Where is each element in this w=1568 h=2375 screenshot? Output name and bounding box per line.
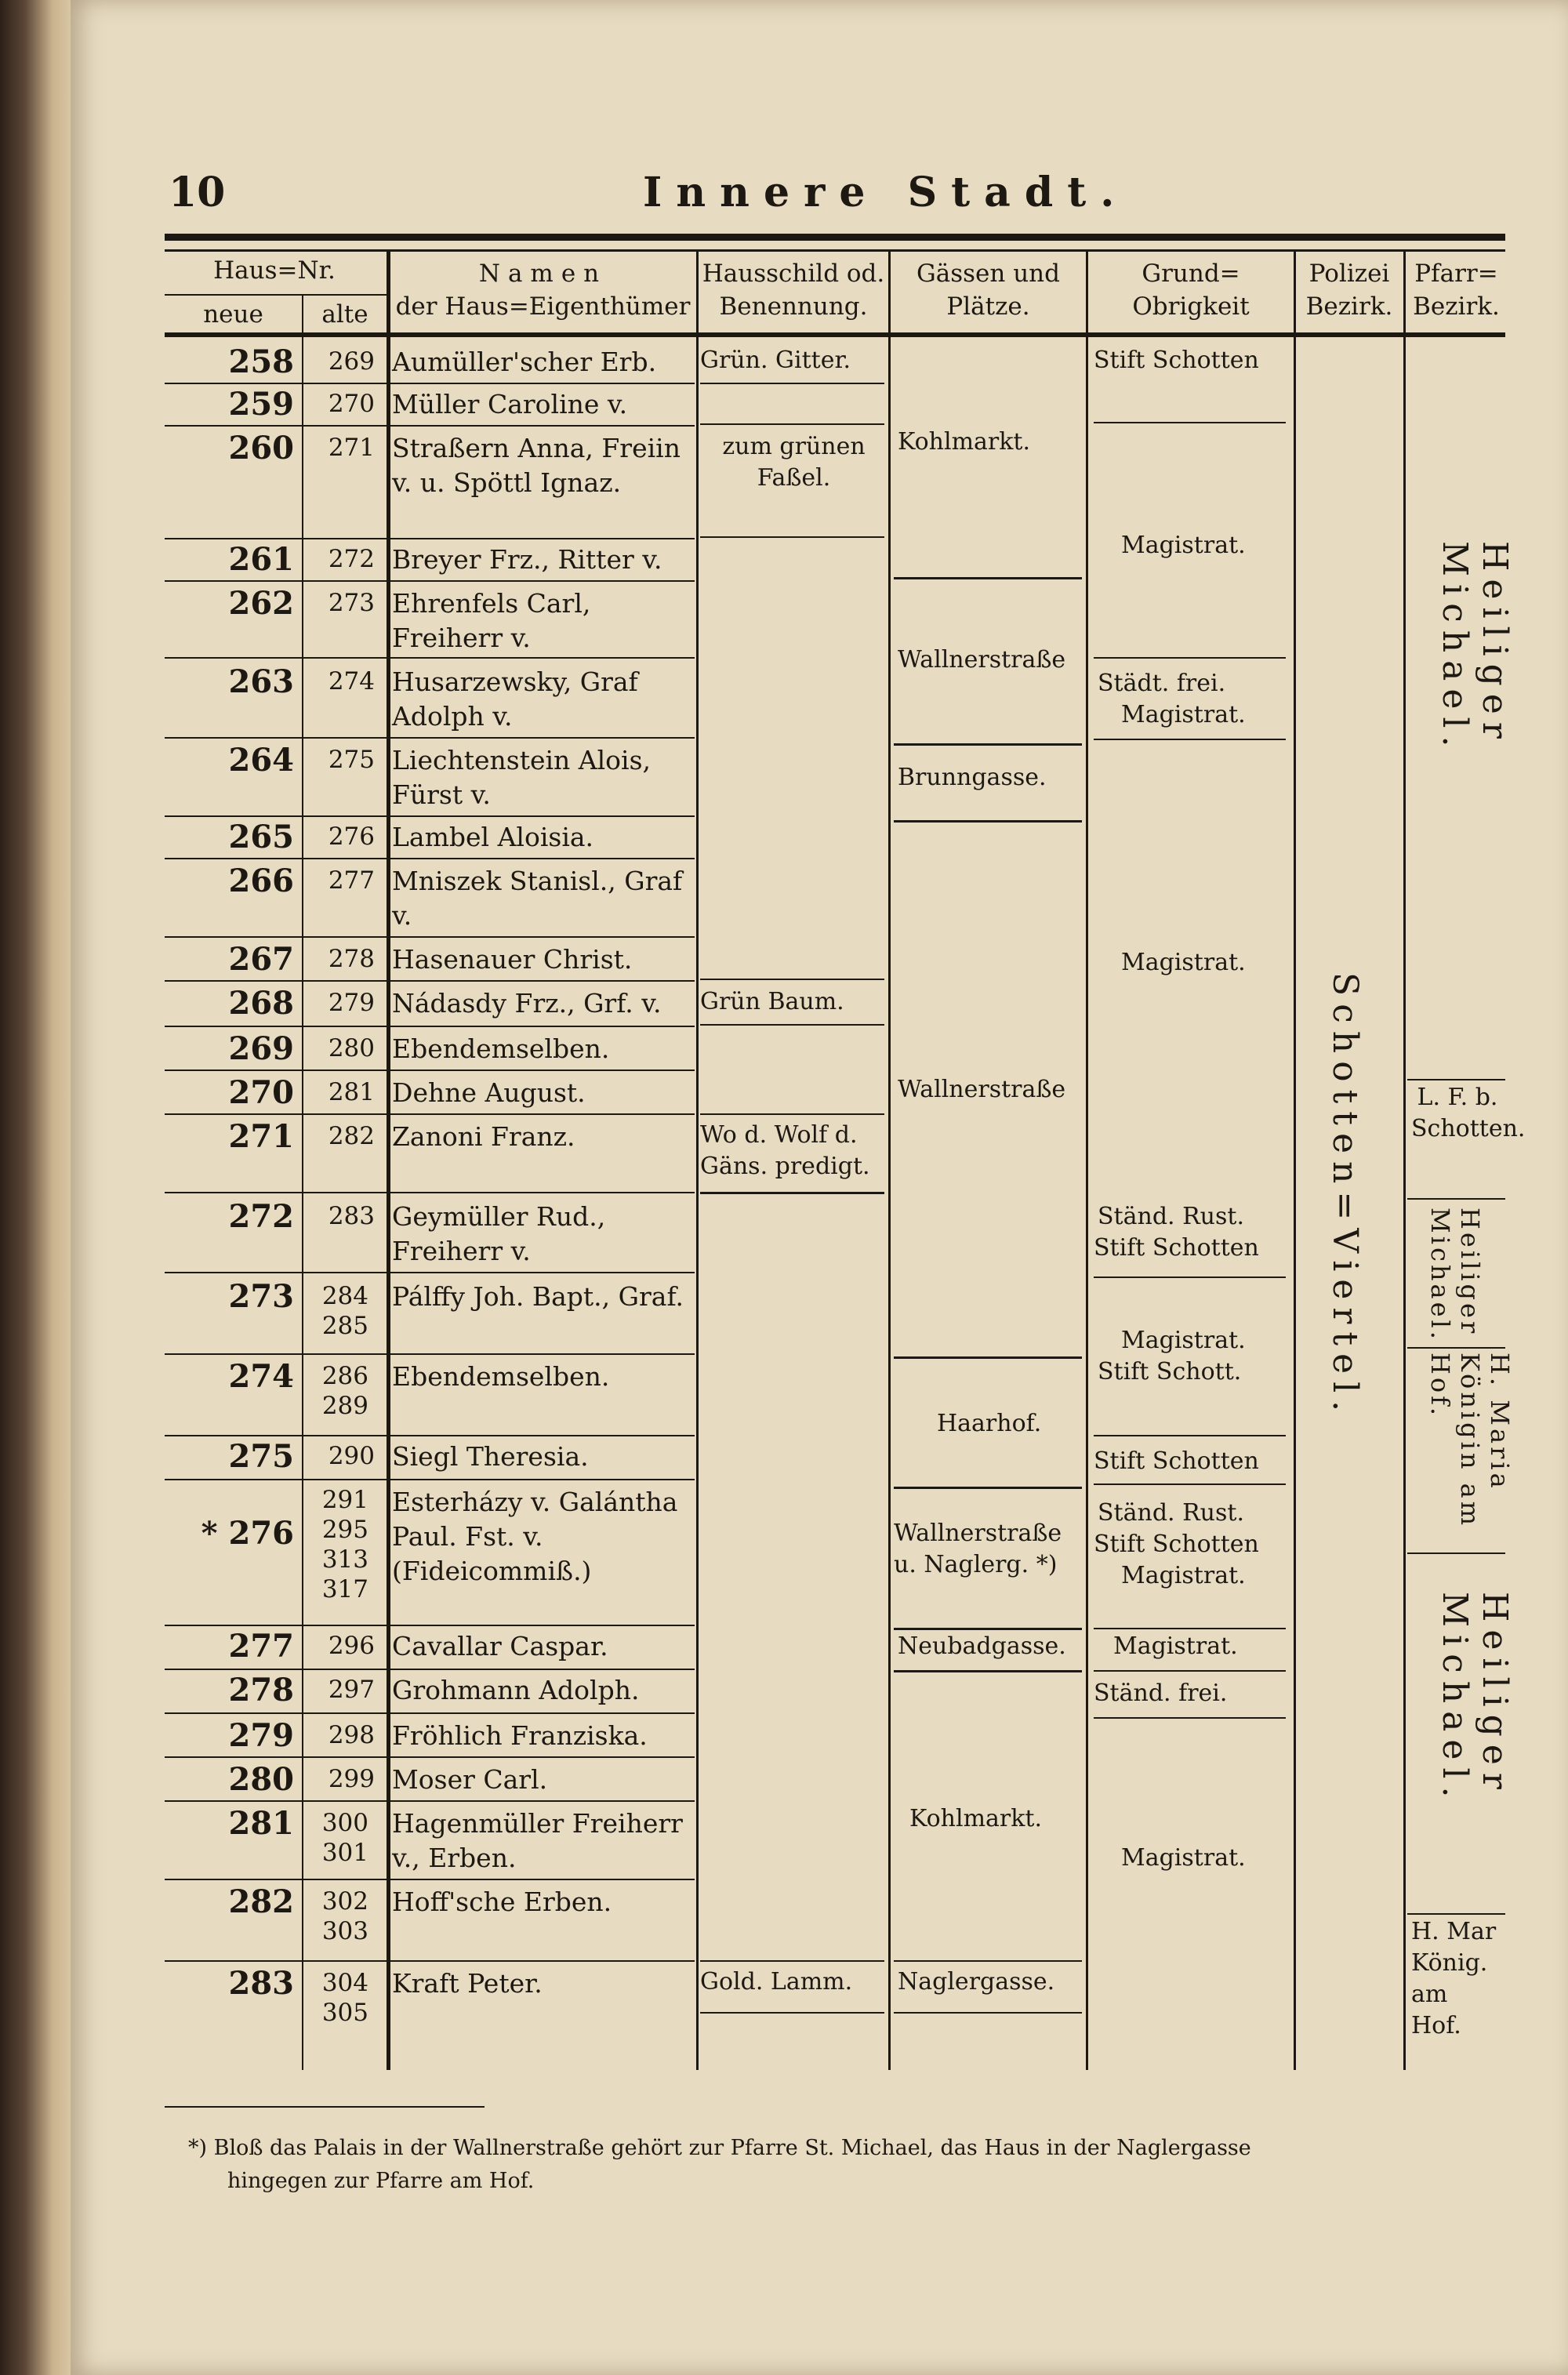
row-name: Kraft Peter. xyxy=(392,1968,543,1999)
col-rule-polizei xyxy=(1403,249,1406,2070)
row-alte: 286 289 xyxy=(321,1362,368,1420)
top-rule-thin xyxy=(165,249,1505,252)
row-alte: 304 305 xyxy=(321,1969,368,2027)
row-neue: 283 xyxy=(228,1965,294,2002)
header-pfarr-2: Bezirk. xyxy=(1413,292,1500,321)
gassen-entry: Wallnerstraße xyxy=(898,646,1066,674)
row-alte: 283 xyxy=(328,1202,375,1230)
row-alte: 277 xyxy=(328,866,375,895)
row-rule xyxy=(165,657,695,659)
row-name: Zanoni Franz. xyxy=(392,1121,575,1152)
grund-rule xyxy=(1094,1483,1286,1485)
pfarr-rule xyxy=(1407,1347,1505,1349)
row-neue: 266 xyxy=(228,862,294,899)
row-name: Ebendemselben. xyxy=(392,1033,610,1064)
row-alte: 278 xyxy=(328,945,375,973)
pfarr-entry: Heiliger Michael. xyxy=(1425,1207,1485,1342)
grund-entry: Stift Schotten xyxy=(1094,1531,1259,1558)
row-neue: 270 xyxy=(228,1074,294,1111)
grund-entry: Ständ. Rust. xyxy=(1098,1203,1244,1230)
row-name: Dehne August. xyxy=(392,1077,586,1108)
row-rule xyxy=(165,1625,695,1626)
row-rule xyxy=(165,1669,695,1670)
row-neue: 275 xyxy=(228,1438,294,1475)
row-neue: 259 xyxy=(228,386,294,423)
grund-entry: Magistrat. xyxy=(1121,701,1246,728)
gassen-rule xyxy=(894,1487,1082,1489)
row-name: Liechtenstein Alois, Fürst v. xyxy=(392,745,652,810)
row-rule xyxy=(165,1960,695,1962)
page-title: Innere Stadt. xyxy=(643,169,1129,216)
row-name: Nádasdy Frz., Grf. v. xyxy=(392,988,662,1019)
footnote-line-1: *) Bloß das Palais in der Wallnerstraße gehört zur Pfarre St. Michael, das Haus in der Naglergasse xyxy=(188,2136,1251,2160)
grund-entry: Magistrat. xyxy=(1121,1844,1246,1872)
schild-entry: Gold. Lamm. xyxy=(700,1968,853,1996)
row-rule xyxy=(165,1800,695,1802)
row-neue: 272 xyxy=(228,1198,294,1235)
gassen-rule xyxy=(894,820,1082,823)
header-alte: alte xyxy=(321,300,368,329)
grund-entry: Magistrat. xyxy=(1121,1562,1246,1589)
header-polizei-2: Bezirk. xyxy=(1305,292,1393,321)
schild-rule xyxy=(700,1113,884,1115)
row-neue: 265 xyxy=(228,819,294,855)
grund-rule xyxy=(1094,1670,1286,1672)
pfarr-entry: H. Maria Königin am Hof. xyxy=(1425,1353,1515,1529)
row-name: Ebendemselben. xyxy=(392,1361,610,1392)
gassen-rule xyxy=(894,1356,1082,1359)
row-neue: 267 xyxy=(228,941,294,978)
footnote-rule xyxy=(165,2106,485,2108)
book-spine xyxy=(0,0,71,2375)
row-neue: 268 xyxy=(228,985,294,1022)
pfarr-entry: H. Mar König. am Hof. xyxy=(1411,1918,1497,2039)
header-neue: neue xyxy=(203,300,263,329)
schild-entry: zum grünen Faßel. xyxy=(722,433,866,492)
grund-entry: Ständ. Rust. xyxy=(1098,1499,1244,1527)
row-rule xyxy=(165,425,695,427)
grund-rule xyxy=(1094,1276,1286,1278)
row-name: Grohmann Adolph. xyxy=(392,1675,640,1705)
pfarr-rule xyxy=(1407,1079,1505,1080)
schild-entry: Grün Baum. xyxy=(700,988,844,1015)
gassen-entry: Kohlmarkt. xyxy=(909,1805,1043,1832)
row-alte: 272 xyxy=(328,545,375,573)
grund-entry: Städt. frei. xyxy=(1098,670,1226,697)
gassen-entry: Wallnerstraße xyxy=(898,1076,1066,1103)
gassen-entry: Haarhof. xyxy=(937,1410,1042,1437)
gassen-entry: Kohlmarkt. xyxy=(898,428,1031,456)
row-rule xyxy=(165,815,695,817)
gassen-rule xyxy=(894,1670,1082,1672)
row-name: Siegl Theresia. xyxy=(392,1441,589,1472)
row-rule xyxy=(165,1879,695,1880)
pfarr-rule xyxy=(1407,1913,1505,1915)
pfarr-entry: L. F. b. Schotten. xyxy=(1411,1084,1526,1142)
row-alte: 281 xyxy=(328,1078,375,1106)
schild-rule xyxy=(700,2012,884,2014)
row-neue: 273 xyxy=(228,1278,294,1315)
grund-rule xyxy=(1094,739,1286,740)
row-alte: 271 xyxy=(328,434,375,462)
row-rule xyxy=(165,1026,695,1027)
gassen-entry: Brunngasse. xyxy=(898,764,1047,791)
row-rule xyxy=(165,1069,695,1071)
row-rule xyxy=(165,1192,695,1193)
grund-rule xyxy=(1094,1435,1286,1436)
row-neue: 278 xyxy=(228,1672,294,1709)
page-number: 10 xyxy=(169,169,226,216)
header-namen-1: Namen xyxy=(478,260,608,288)
row-neue: 261 xyxy=(228,541,294,578)
col-rule-namen xyxy=(696,249,699,2070)
row-neue: 282 xyxy=(228,1883,294,1920)
row-name: Husarzewsky, Graf Adolph v. xyxy=(392,666,638,732)
schild-rule xyxy=(700,383,884,384)
row-name: Esterházy v. Galántha Paul. Fst. v. (Fideicommiß.) xyxy=(392,1487,678,1586)
grund-entry: Magistrat. xyxy=(1121,532,1246,559)
col-rule-grund xyxy=(1294,249,1296,2070)
row-name: Hasenauer Christ. xyxy=(392,944,633,975)
row-name: Fröhlich Franziska. xyxy=(392,1720,648,1751)
row-rule xyxy=(165,1353,695,1355)
row-name: Müller Caroline v. xyxy=(392,389,628,419)
gassen-rule xyxy=(894,743,1082,746)
gassen-rule xyxy=(894,577,1082,579)
row-name: Hagenmüller Freiherr v., Erben. xyxy=(392,1808,683,1873)
row-neue: 281 xyxy=(228,1805,294,1842)
grund-entry: Stift Schotten xyxy=(1094,1234,1259,1262)
pfarr-entry: Heiliger Michael. xyxy=(1435,1592,1515,1806)
row-rule xyxy=(165,1756,695,1758)
header-schild-1: Hausschild od. xyxy=(702,260,885,288)
row-neue: 279 xyxy=(228,1717,294,1754)
schild-rule xyxy=(700,979,884,980)
col-rule-gassen xyxy=(1086,249,1088,2070)
row-rule xyxy=(165,858,695,859)
row-alte: 270 xyxy=(328,390,375,418)
polizei-bezirk: Schotten=Viertel. xyxy=(1325,972,1365,1420)
row-alte: 299 xyxy=(328,1765,375,1793)
grund-rule xyxy=(1094,422,1286,423)
row-rule xyxy=(165,1712,695,1714)
header-grund-2: Obrigkeit xyxy=(1132,292,1250,321)
schild-rule xyxy=(700,423,884,425)
schild-rule xyxy=(700,1024,884,1026)
row-alte: 269 xyxy=(328,347,375,376)
header-namen-2: der Haus=Eigenthümer xyxy=(395,292,691,321)
row-alte: 290 xyxy=(328,1442,375,1470)
row-rule xyxy=(165,737,695,739)
header-rule xyxy=(165,332,1505,337)
row-neue: * 276 xyxy=(201,1515,294,1552)
grund-entry: Stift Schotten xyxy=(1094,1447,1259,1475)
grund-entry: Stift Schott. xyxy=(1098,1358,1242,1385)
row-name: Cavallar Caspar. xyxy=(392,1631,608,1661)
row-alte: 296 xyxy=(328,1632,375,1660)
row-name: Lambel Aloisia. xyxy=(392,822,594,852)
row-rule xyxy=(165,383,695,384)
top-rule xyxy=(165,234,1505,241)
header-grund-1: Grund= xyxy=(1142,260,1240,288)
row-alte: 275 xyxy=(328,746,375,774)
row-neue: 258 xyxy=(228,343,294,380)
row-neue: 269 xyxy=(228,1030,294,1067)
row-alte: 297 xyxy=(328,1676,375,1704)
row-neue: 274 xyxy=(228,1358,294,1395)
row-neue: 263 xyxy=(228,663,294,700)
row-rule xyxy=(165,1113,695,1115)
gassen-rule xyxy=(894,2012,1082,2014)
haus-nr-rule xyxy=(165,294,388,296)
row-rule xyxy=(165,936,695,938)
footnote-line-2: hingegen zur Pfarre am Hof. xyxy=(227,2169,535,2193)
row-name: Hoff'sche Erben. xyxy=(392,1887,612,1917)
gassen-entry: Wallnerstraße u. Naglerg. *) xyxy=(894,1520,1062,1578)
grund-entry: Stift Schotten xyxy=(1094,347,1259,374)
schild-entry: Wo d. Wolf d. Gäns. predigt. xyxy=(700,1121,870,1180)
row-rule xyxy=(165,1479,695,1480)
header-schild-2: Benennung. xyxy=(719,292,868,321)
col-rule-schild xyxy=(888,249,891,2070)
grund-rule xyxy=(1094,1717,1286,1719)
row-neue: 277 xyxy=(228,1628,294,1665)
schild-rule xyxy=(700,536,884,538)
row-alte: 282 xyxy=(328,1122,375,1150)
row-rule xyxy=(165,538,695,539)
gassen-rule xyxy=(894,1960,1082,1962)
grund-rule xyxy=(1094,657,1286,659)
header-gassen-2: Plätze. xyxy=(946,292,1030,321)
grund-rule xyxy=(1094,1628,1286,1629)
schild-entry: Grün. Gitter. xyxy=(700,347,851,374)
grund-entry: Magistrat. xyxy=(1121,1327,1246,1354)
col-rule-neue xyxy=(302,294,303,2070)
gassen-entry: Neubadgasse. xyxy=(898,1632,1066,1660)
schild-rule xyxy=(700,1960,884,1962)
row-neue: 260 xyxy=(228,430,294,467)
header-haus-nr: Haus=Nr. xyxy=(213,256,336,285)
row-alte: 280 xyxy=(328,1034,375,1062)
row-alte: 274 xyxy=(328,667,375,695)
col-rule-alte xyxy=(387,249,390,2070)
row-alte: 279 xyxy=(328,989,375,1017)
grund-entry: Magistrat. xyxy=(1113,1632,1238,1660)
row-name: Breyer Frz., Ritter v. xyxy=(392,544,662,575)
row-alte: 284 285 xyxy=(321,1282,368,1340)
row-alte: 302 303 xyxy=(321,1887,368,1945)
gassen-entry: Naglergasse. xyxy=(898,1968,1055,1996)
row-alte: 291 295 313 317 xyxy=(321,1486,368,1603)
grund-entry: Magistrat. xyxy=(1121,949,1246,976)
row-name: Aumüller'scher Erb. xyxy=(392,347,657,377)
row-neue: 280 xyxy=(228,1761,294,1798)
grund-entry: Ständ. frei. xyxy=(1094,1680,1228,1707)
row-alte: 298 xyxy=(328,1721,375,1749)
pfarr-rule xyxy=(1407,1198,1505,1200)
header-pfarr-1: Pfarr= xyxy=(1414,260,1498,288)
row-neue: 264 xyxy=(228,742,294,779)
row-rule xyxy=(165,1272,695,1273)
gassen-rule xyxy=(894,1628,1082,1630)
row-rule xyxy=(165,980,695,982)
schild-rule xyxy=(700,1192,884,1194)
row-alte: 300 301 xyxy=(321,1809,368,1867)
row-rule xyxy=(165,580,695,582)
row-name: Mniszek Stanisl., Graf v. xyxy=(392,866,683,931)
row-neue: 262 xyxy=(228,585,294,622)
row-name: Geymüller Rud., Freiherr v. xyxy=(392,1201,606,1266)
row-name: Straßern Anna, Freiin v. u. Spöttl Ignaz. xyxy=(392,433,681,498)
row-alte: 276 xyxy=(328,823,375,851)
row-name: Pálffy Joh. Bapt., Graf. xyxy=(392,1281,684,1312)
header-gassen-1: Gässen und xyxy=(916,260,1060,288)
row-name: Moser Carl. xyxy=(392,1764,548,1795)
row-alte: 273 xyxy=(328,589,375,617)
pfarr-entry: Heiliger Michael. xyxy=(1435,541,1515,755)
row-rule xyxy=(165,1435,695,1436)
row-name: Ehrenfels Carl, Freiherr v. xyxy=(392,588,591,653)
pfarr-rule xyxy=(1407,1552,1505,1554)
header-polizei-1: Polizei xyxy=(1308,260,1390,288)
row-neue: 271 xyxy=(228,1118,294,1155)
